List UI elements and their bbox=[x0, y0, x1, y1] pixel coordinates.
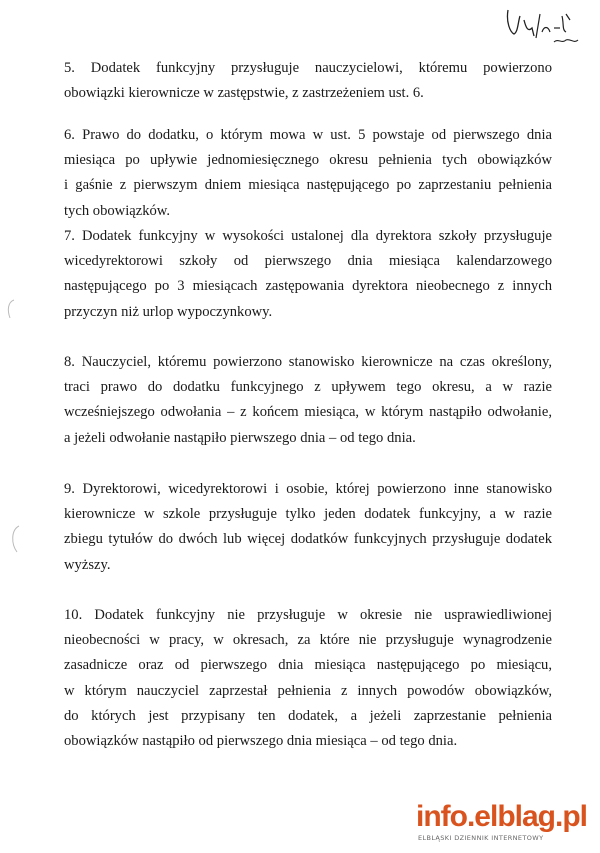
site-watermark bbox=[416, 800, 592, 846]
text-line: w którym nauczyciel zaprzestał pełnienia z innych powodów obowiązków, bbox=[64, 682, 552, 699]
text-line: 10. Dodatek funkcyjny nie przysługuje w okresie nie usprawiedliwionej bbox=[64, 607, 552, 623]
paragraph-10 bbox=[64, 603, 552, 754]
text-line: do których jest przypisany ten dodatek, a jeżeli zaprzestanie pełnienia bbox=[64, 707, 552, 724]
text-line: zbiegu tytułów do dwóch lub więcej dodatków funkcyjnych przysługuje dodatek bbox=[64, 531, 552, 548]
text-line: obowiązki kierownicze w zastępstwie, z zastrzeżeniem ust. 6. bbox=[64, 85, 424, 102]
paragraph-9 bbox=[64, 477, 552, 578]
text-line: 9. Dyrektorowi, wicedyrektorowi i osobie, której powierzono inne stanowisko bbox=[64, 481, 552, 497]
text-line: następującego po 3 miesiącach zastępowania dyrektora nieobecnego z innych bbox=[64, 278, 552, 295]
text-line: obowiązków nastąpiło od pierwszego dnia miesiąca – od tego dnia. bbox=[64, 733, 458, 750]
text-line: miesiąca po upływie jednomiesięcznego okresu pełnienia tych obowiązków bbox=[64, 152, 552, 169]
text-line: wicedyrektorowi szkoły od pierwszego dnia miesiąca kalendarzowego bbox=[64, 253, 552, 270]
text-line: zasadnicze oraz od pierwszego dnia miesiąca następującego po miesiącu, bbox=[64, 657, 552, 674]
watermark-tagline: ELBLĄSKI DZIENNIK INTERNETOWY bbox=[418, 834, 544, 842]
text-line: traci prawo do dodatku funkcyjnego z upływem tego okresu, a w razie bbox=[64, 379, 552, 396]
text-line: i gaśnie z pierwszym dniem miesiąca następującego po zaprzestaniu pełnienia bbox=[64, 177, 552, 194]
paragraph-7 bbox=[64, 224, 552, 325]
paragraph-6 bbox=[64, 123, 552, 224]
text-line: 7. Dodatek funkcyjny w wysokości ustalonej dla dyrektora szkoły przysługuje bbox=[64, 228, 552, 244]
text-line: a jeżeli odwołanie nastąpiło pierwszego dnia – od tego dnia. bbox=[64, 429, 416, 446]
text-line: kierownicze w szkole przysługuje tylko jeden dodatek funkcyjny, a w razie bbox=[64, 506, 552, 523]
text-line: tych obowiązków. bbox=[64, 202, 171, 219]
text-line: wyższy. bbox=[64, 556, 111, 573]
text-line: wcześniejszego odwołania – z końcem miesiąca, w którym nastąpiło odwołanie, bbox=[64, 404, 552, 421]
watermark-logo-text: info.elblag.pl bbox=[416, 800, 587, 833]
scan-artifact bbox=[4, 298, 18, 320]
text-line: nieobecności w pracy, w okresach, za które nie przysługuje wynagrodzenie bbox=[64, 632, 552, 649]
text-line: przyczyn niż urlop wypoczynkowy. bbox=[64, 303, 273, 320]
paragraph-8 bbox=[64, 350, 552, 451]
text-line: 6. Prawo do dodatku, o którym mowa w ust. 5 powstaje od pierwszego dnia bbox=[64, 127, 552, 143]
scan-artifact bbox=[8, 524, 22, 554]
handwritten-signature bbox=[496, 2, 586, 52]
text-line: 8. Nauczyciel, któremu powierzono stanowisko kierownicze na czas określony, bbox=[64, 354, 552, 370]
text-line: 5. Dodatek funkcyjny przysługuje nauczycielowi, któremu powierzono bbox=[64, 60, 552, 76]
paragraph-5 bbox=[64, 56, 552, 106]
